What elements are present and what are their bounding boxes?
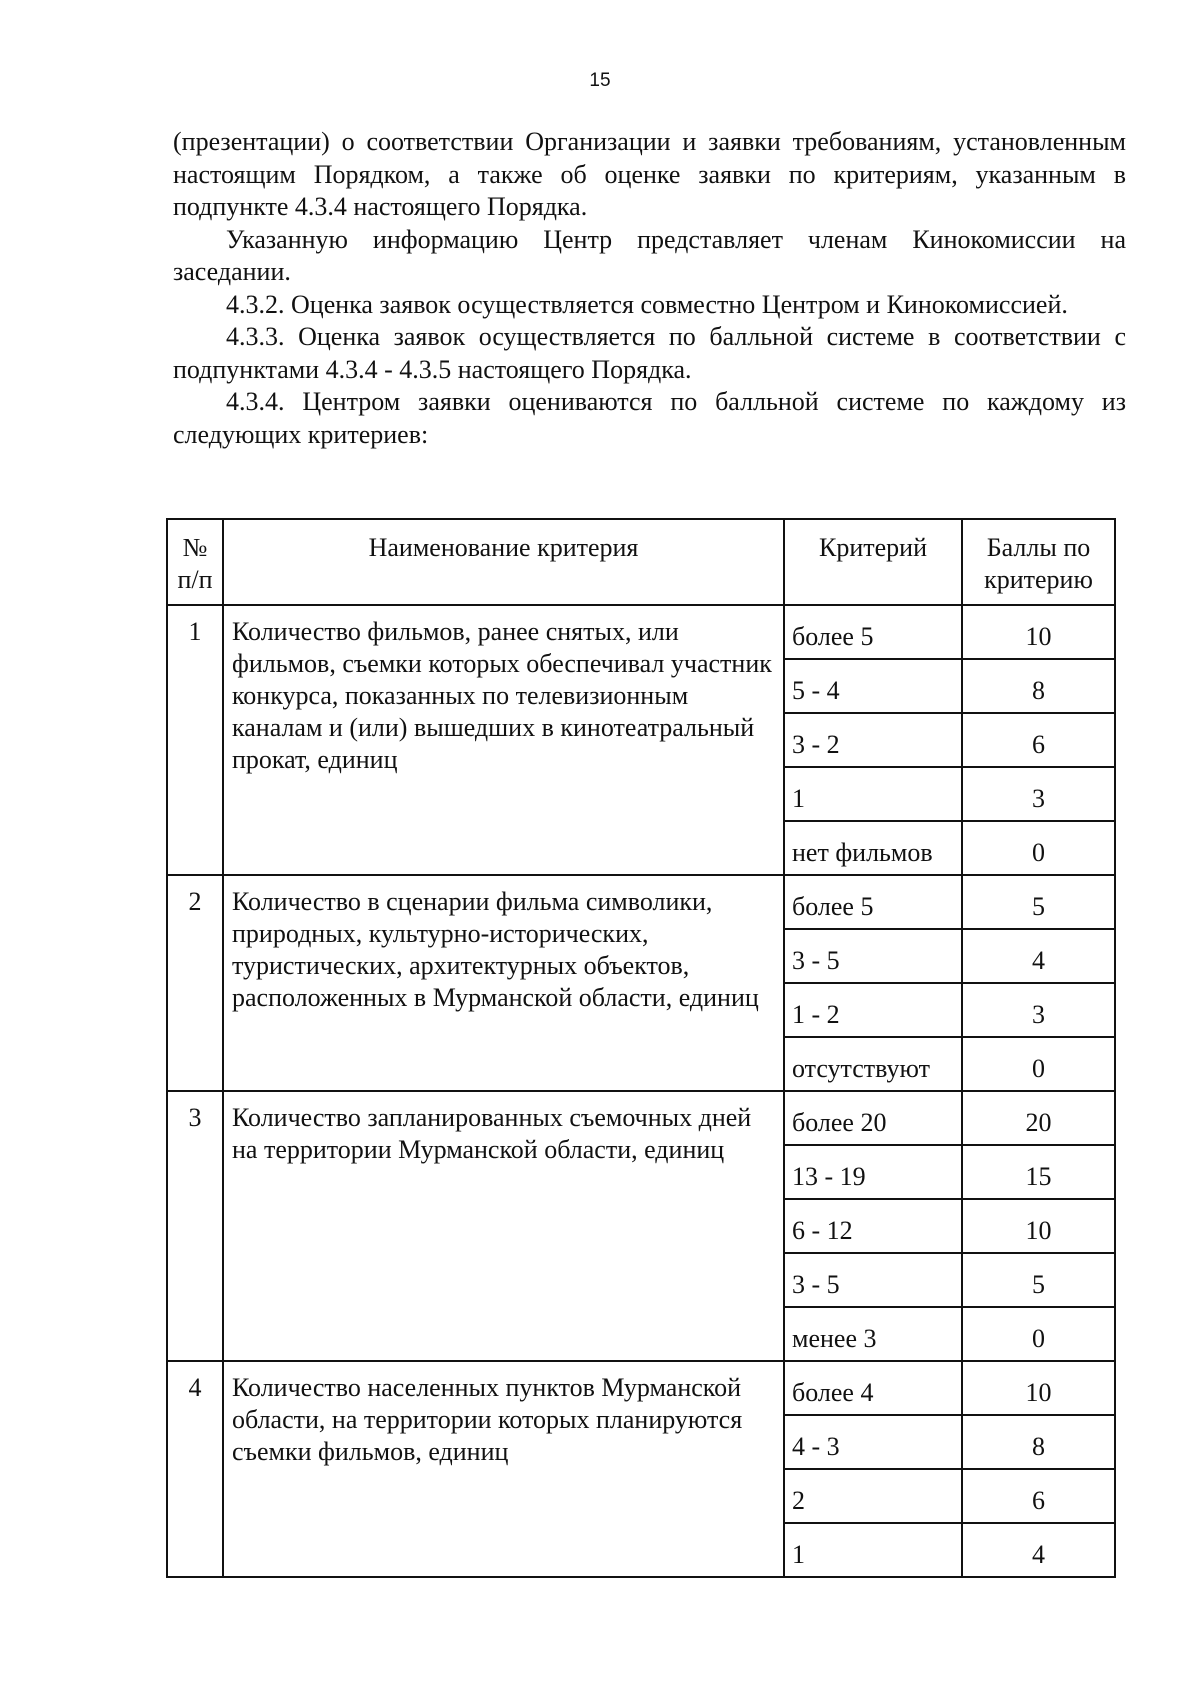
criterion-value: 1 <box>784 1523 962 1577</box>
criterion-value: 6 - 12 <box>784 1199 962 1253</box>
criterion-score: 3 <box>962 767 1115 821</box>
header-number-sign: № <box>182 533 208 562</box>
criterion-value: более 5 <box>784 875 962 929</box>
paragraph-4-3-4: 4.3.4. Центром заявки оцениваются по балльной системе по каждому из следующих критериев: <box>173 387 1126 449</box>
criterion-name: Количество запланированных съемочных дней на территории Мурманской области, единиц <box>223 1091 784 1361</box>
header-number-abbrev: п/п <box>177 565 213 594</box>
table-row <box>167 1361 1115 1415</box>
criterion-score: 6 <box>962 713 1115 767</box>
criterion-score: 10 <box>962 1361 1115 1415</box>
criterion-value: 3 - 5 <box>784 1253 962 1307</box>
table-row <box>167 1091 1115 1145</box>
criterion-score: 5 <box>962 875 1115 929</box>
table-header-row <box>167 519 1115 605</box>
criterion-score: 8 <box>962 1415 1115 1469</box>
criterion-value: 2 <box>784 1469 962 1523</box>
criterion-score: 6 <box>962 1469 1115 1523</box>
paragraph-center-info: Указанную информацию Центр представляет членам Кинокомиссии на заседании. <box>173 224 1126 286</box>
header-criterion: Критерий <box>784 519 962 605</box>
criterion-score: 0 <box>962 821 1115 875</box>
paragraph-4-3-3: 4.3.3. Оценка заявок осуществляется по балльной системе в соответствии с подпунктами 4.3.4 - 4.3.5 настоящего Порядка. <box>173 322 1126 384</box>
row-number: 1 <box>167 605 223 875</box>
criterion-score: 3 <box>962 983 1115 1037</box>
criterion-value: более 4 <box>784 1361 962 1415</box>
criterion-score: 8 <box>962 659 1115 713</box>
criterion-score: 0 <box>962 1037 1115 1091</box>
table-row <box>167 875 1115 929</box>
row-number: 3 <box>167 1091 223 1361</box>
criterion-value: 1 - 2 <box>784 983 962 1037</box>
criterion-score: 10 <box>962 605 1115 659</box>
row-number: 2 <box>167 875 223 1091</box>
table-row <box>167 605 1115 659</box>
header-score: Баллы по критерию <box>962 519 1115 605</box>
criterion-score: 20 <box>962 1091 1115 1145</box>
row-number: 4 <box>167 1361 223 1577</box>
criterion-name: Количество населенных пунктов Мурманской области, на территории которых планируются съемки фильмов, единиц <box>223 1361 784 1577</box>
criterion-value: менее 3 <box>784 1307 962 1361</box>
criterion-name: Количество фильмов, ранее снятых, или фильмов, съемки которых обеспечивал участник конкурса, показанных по телевизионным каналам и (или) вышедших в кинотеатральный прокат, единиц <box>223 605 784 875</box>
criterion-value: 3 - 5 <box>784 929 962 983</box>
criterion-value: более 20 <box>784 1091 962 1145</box>
criterion-value: 13 - 19 <box>784 1145 962 1199</box>
paragraph-presentation: (презентации) о соответствии Организации и заявки требованиям, установленным настоящим Порядком, а также об оценке заявки по критериям, указанным в подпункте 4.3.4 настоящего Порядка. <box>173 127 1126 221</box>
criterion-score: 10 <box>962 1199 1115 1253</box>
criterion-value: 3 - 2 <box>784 713 962 767</box>
page-number: 15 <box>589 70 611 91</box>
criterion-score: 4 <box>962 1523 1115 1577</box>
criterion-value: 5 - 4 <box>784 659 962 713</box>
criterion-score: 4 <box>962 929 1115 983</box>
criterion-score: 15 <box>962 1145 1115 1199</box>
criterion-value: 1 <box>784 767 962 821</box>
criterion-name: Количество в сценарии фильма символики, природных, культурно-исторических, туристических, архитектурных объектов, расположенных в Мурманской области, единиц <box>223 875 784 1091</box>
body-text <box>173 126 1126 451</box>
criterion-value: отсутствуют <box>784 1037 962 1091</box>
criterion-value: более 5 <box>784 605 962 659</box>
criterion-value: 4 - 3 <box>784 1415 962 1469</box>
header-criterion-name: Наименование критерия <box>223 519 784 605</box>
criterion-score: 0 <box>962 1307 1115 1361</box>
header-number <box>167 519 223 605</box>
criterion-score: 5 <box>962 1253 1115 1307</box>
criterion-value: нет фильмов <box>784 821 962 875</box>
paragraph-4-3-2: 4.3.2. Оценка заявок осуществляется совместно Центром и Кинокомиссией. <box>226 289 1068 319</box>
criteria-table <box>166 518 1116 1578</box>
